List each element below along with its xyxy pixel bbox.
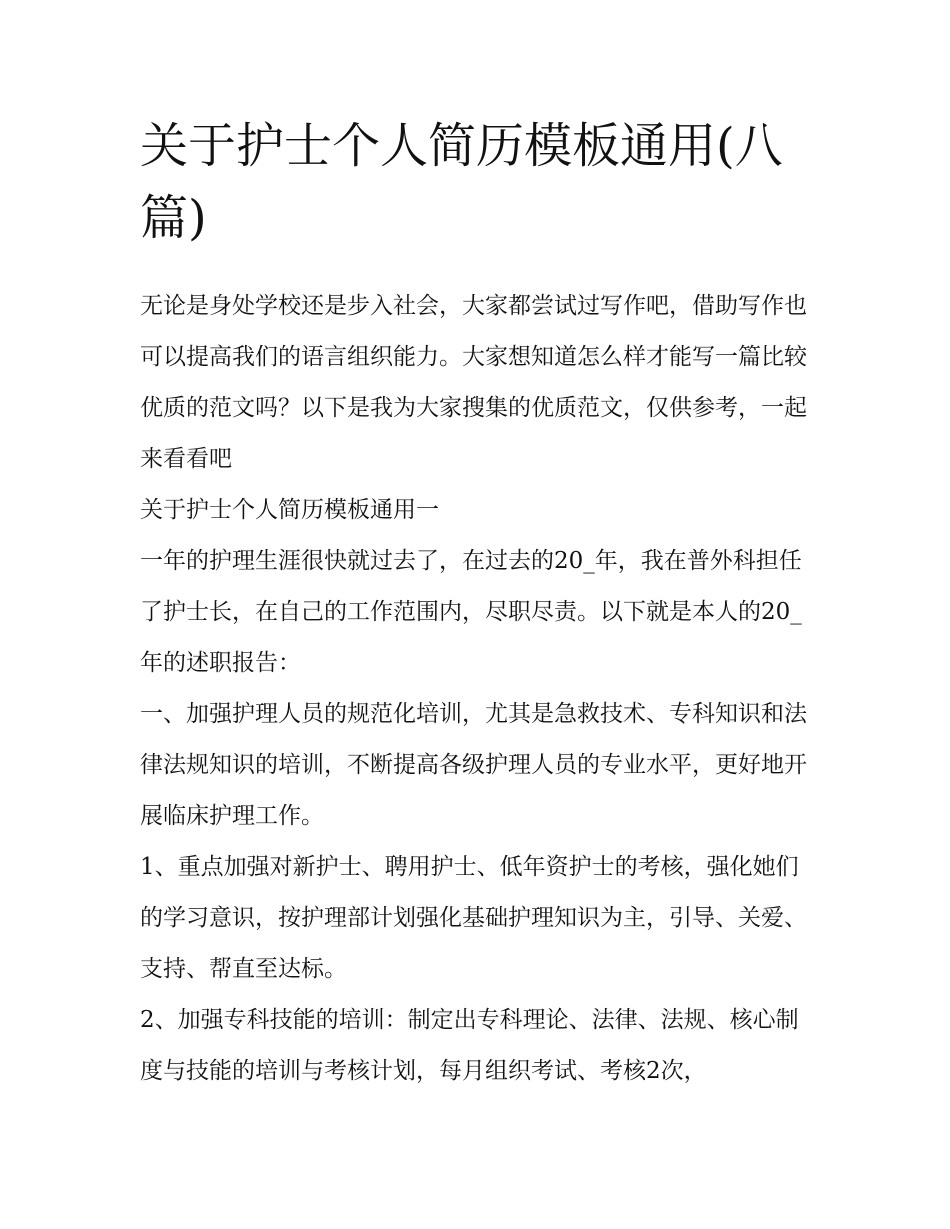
body-paragraph: 一、加强护理人员的规范化培训，尤其是急救技术、专科知识和法律法规知识的培训，不断提高各级护理人员的专业水平，更好地开展临床护理工作。 — [140, 701, 807, 829]
document-title: 关于护士个人简历模板通用(八篇) — [140, 118, 783, 246]
document-body — [140, 281, 812, 1097]
list-item: 1、重点加强对新护士、聘用护士、低年资护士的考核，强化她们的学习意识，按护理部计划强化基础护理知识为主，引导、关爱、支持、帮直至达标。 — [140, 854, 807, 982]
section-heading: 关于护士个人简历模板通用一 — [140, 497, 439, 523]
intro-paragraph: 无论是身处学校还是步入社会，大家都尝试过写作吧，借助写作也可以提高我们的语言组织能力。大家想知道怎么样才能写一篇比较优质的范文吗？以下是我为大家搜集的优质范文，仅供参考，一起来看看吧 — [140, 293, 807, 472]
list-item: 2、加强专科技能的培训：制定出专科理论、法律、法规、核心制度与技能的培训与考核计划，每月组织考试、考核2次， — [140, 1007, 799, 1084]
body-paragraph: 一年的护理生涯很快就过去了，在过去的20_年，我在普外科担任了护士长，在自己的工作范围内，尽职尽责。以下就是本人的20_年的述职报告： — [140, 548, 802, 676]
document-content — [140, 110, 812, 1097]
